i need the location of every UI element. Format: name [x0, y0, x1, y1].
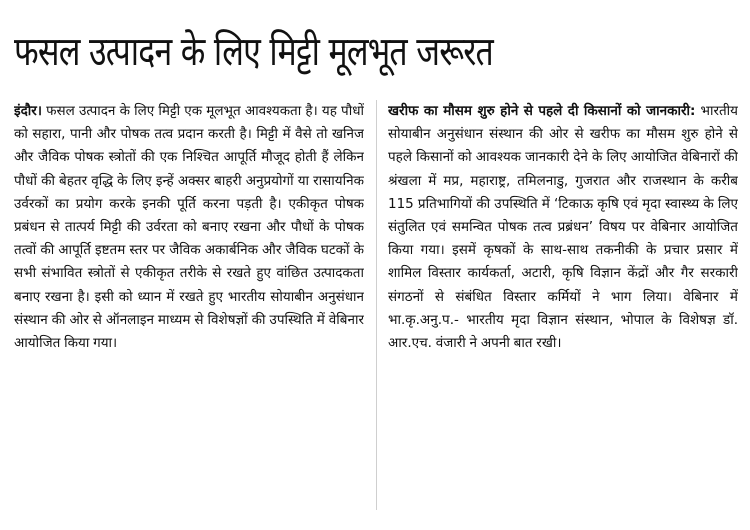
right-column — [388, 100, 738, 526]
dateline: इंदौर। — [14, 103, 42, 119]
right-paragraph — [388, 100, 738, 355]
left-paragraph — [14, 100, 364, 355]
subheading: खरीफ का मौसम शुरु होने से पहले दी किसानों को जानकारी: — [388, 103, 696, 119]
left-column-text: फसल उत्पादन के लिए मिट्टी एक मूलभूत आवश्यकता है। यह पौधों को सहारा, पानी और पोषक तत्व प्रदान करती है। मिट्टी में वैसे तो खनिज और जैविक पोषक स्त्रोतों की एक निश्चित आपूर्ति मौजूद होती हैं लेकिन पौधों की बेहतर वृद्धि के लिए इन्हें अक्सर बाहरी अनुप्रयोगों या रासायनिक उर्वरकों का प्रयोग करके इनकी पूर्ति करना पड़ती है। एकीकृत पोषक प्रबंधन से तात्पर्य मिट्टी की उर्वरता को बनाए रखना और पौधों के पोषक तत्वों की आपूर्ति इष्टतम स्तर पर जैविक अकार्बनिक और जैविक घटकों के सभी संभावित स्त्रोतों से एकीकृत तरीके से रखते हुए वांछित उत्पादकता बनाए रखना है। इसी को ध्यान में रखते हुए भारतीय सोयाबीन अनुसंधान संस्थान की ओर से ऑनलाइन माध्यम से विशेषज्ञों की उपस्थिति में वेबिनार आयोजित किया गया। — [14, 103, 364, 352]
article-body — [14, 100, 738, 526]
right-column-text: भारतीय सोयाबीन अनुसंधान संस्थान की ओर से खरीफ का मौसम शुरु होने से पहले किसानों को आवश्यक जानकारी देने के लिए आयोजित वेबिनारों की श्रंखला में मप्र, महाराष्ट्र, तमिलनाडु, गुजरात और राजस्थान के करीब 115 प्रतिभागियों की उपस्थिति में ‘टिकाऊ कृषि एवं मृदा स्वास्थ्य के लिए संतुलित एवं समन्वित पोषक तत्व प्रब्रंधन’ विषय पर वेबिनार आयोजित किया गया। इसमें कृषकों के साथ-साथ तकनीकी के प्रचार प्रसार में शामिल विस्तार कार्यकर्ता, अटारी, कृषि विज्ञान केंद्रों और गैर सरकारी संगठनों से संबंधित विस्तार कर्मियों ने भाग लिया। वेबिनार में भा.कृ.अनु.प.- भारतीय मृदा विज्ञान संस्थान, भोपाल के विशेषज्ञ डॉ. आर.एच. वंजारी ने अपनी बात रखी। — [388, 103, 738, 352]
column-divider — [376, 100, 377, 510]
left-column — [14, 100, 364, 526]
article-headline: फसल उत्पादन के लिए मिट्टी मूलभूत जरूरत — [14, 29, 493, 75]
